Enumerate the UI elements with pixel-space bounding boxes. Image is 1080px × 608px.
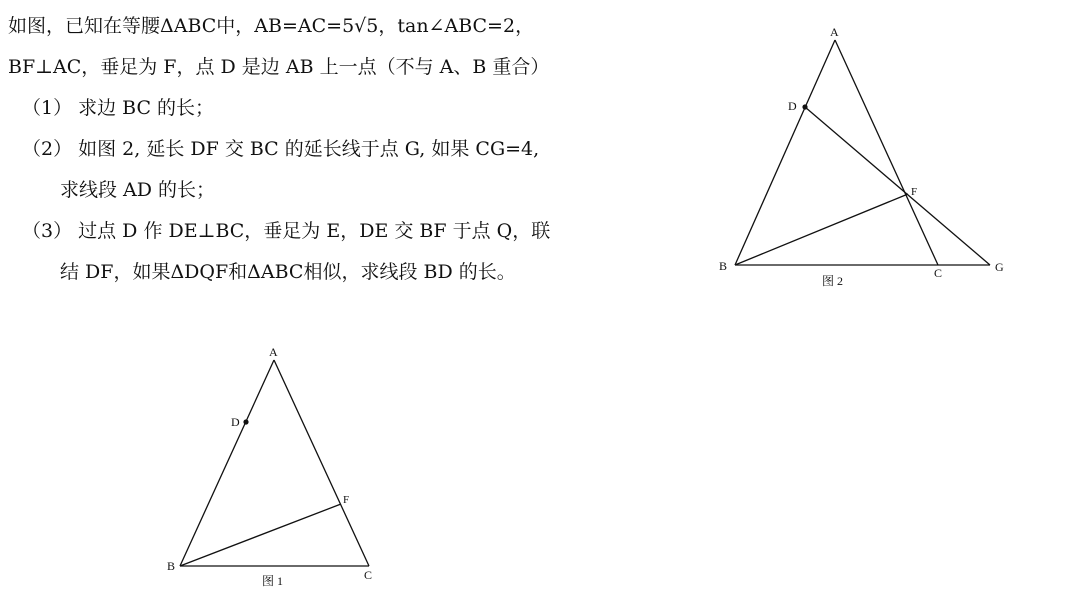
segment-dg [805, 107, 990, 265]
label-a: A [269, 345, 278, 359]
side-ab [735, 40, 835, 265]
segment-bf [735, 194, 908, 265]
label-c: C [364, 568, 373, 582]
question-3: （3） 过点 D 作 DE⊥BC，垂足为 E，DE 交 BF 于点 Q，联 [22, 220, 551, 242]
figure-2 [700, 15, 1030, 300]
side-ac [274, 360, 369, 566]
side-ac [835, 40, 938, 265]
question-2: （2） 如图 2, 延长 DF 交 BC 的延长线于点 G, 如果 CG=4, [22, 138, 540, 160]
point-d-dot [243, 419, 248, 424]
label-g: G [995, 260, 1004, 274]
label-d: D [231, 415, 240, 429]
figure-1 [155, 340, 390, 595]
label-c: C [934, 266, 943, 280]
label-f: F [911, 186, 918, 198]
problem-text [8, 6, 578, 293]
problem-line-2: BF⊥AC，垂足为 F，点 D 是边 AB 上一点（不与 A、B 重合） [8, 56, 550, 78]
label-b: B [167, 559, 176, 573]
label-a: A [830, 25, 839, 39]
label-f: F [343, 494, 350, 506]
label-b: B [719, 259, 728, 273]
figure-2-caption: 图 2 [822, 274, 844, 288]
problem-line-1: 如图，已知在等腰ΔABC中，AB=AC=5√5，tan∠ABC=2， [8, 15, 535, 37]
question-1: （1） 求边 BC 的长； [22, 97, 215, 119]
point-d-dot [802, 104, 807, 109]
question-2-continued: 求线段 AD 的长； [60, 179, 216, 201]
label-d: D [788, 99, 797, 113]
figure-1-caption: 图 1 [262, 574, 284, 588]
question-3-continued: 结 DF，如果ΔDQF和ΔABC相似，求线段 BD 的长。 [60, 261, 516, 283]
